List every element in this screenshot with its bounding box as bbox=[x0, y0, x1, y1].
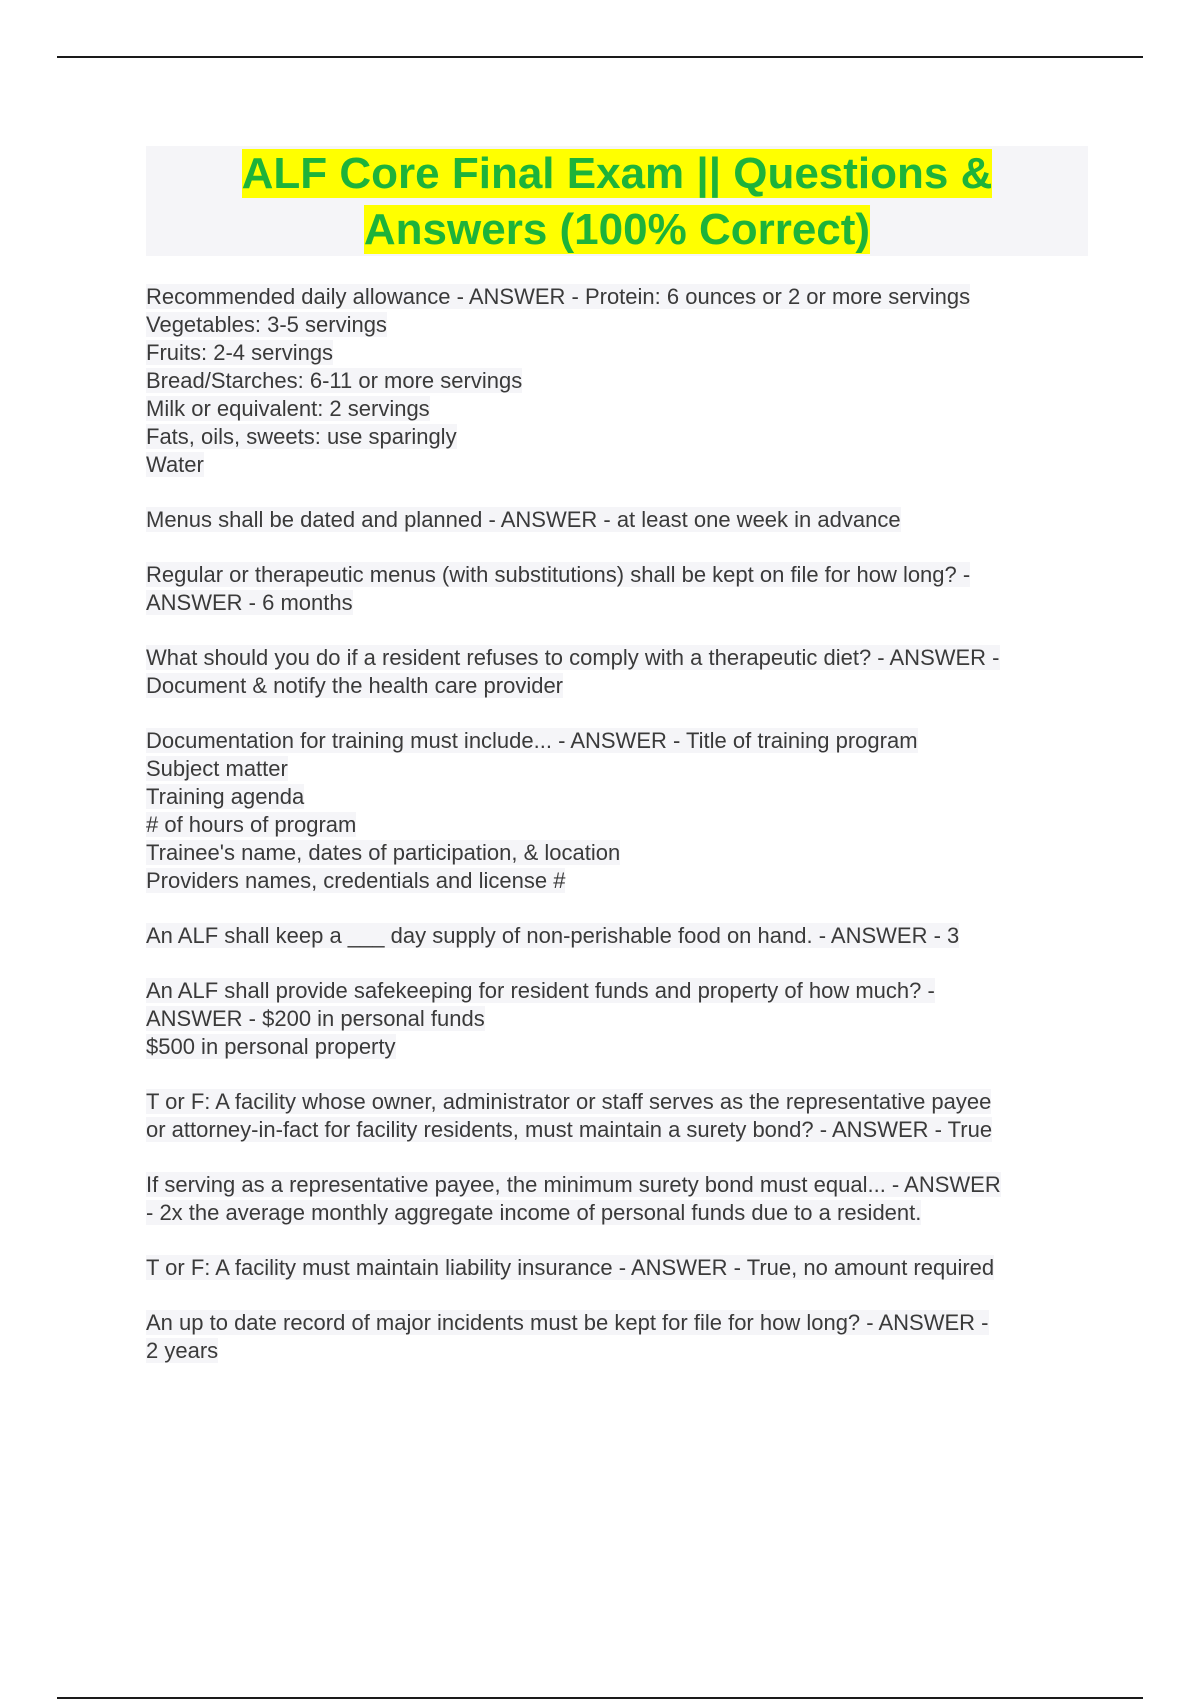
qa-item bbox=[146, 977, 1096, 1061]
qa-line-text: Fats, oils, sweets: use sparingly bbox=[146, 424, 457, 449]
qa-line bbox=[146, 1337, 1096, 1365]
qa-line bbox=[146, 644, 1096, 672]
qa-line bbox=[146, 561, 1096, 589]
qa-item bbox=[146, 922, 1096, 950]
qa-line bbox=[146, 867, 1096, 895]
qa-line bbox=[146, 1005, 1096, 1033]
qa-line-text: - 2x the average monthly aggregate income of personal funds due to a resident. bbox=[146, 1200, 922, 1225]
qa-line-text: Training agenda bbox=[146, 784, 305, 809]
qa-item bbox=[146, 1171, 1096, 1227]
qa-line-text: An ALF shall keep a ___ day supply of non-perishable food on hand. - ANSWER - 3 bbox=[146, 923, 960, 948]
qa-item bbox=[146, 283, 1096, 479]
qa-line bbox=[146, 339, 1096, 367]
qa-line bbox=[146, 755, 1096, 783]
qa-line bbox=[146, 1033, 1096, 1061]
qa-line-text: 2 years bbox=[146, 1338, 219, 1363]
qa-item bbox=[146, 561, 1096, 617]
qa-line-text: What should you do if a resident refuses to comply with a therapeutic diet? - ANSWER - bbox=[146, 645, 1000, 670]
qa-line bbox=[146, 839, 1096, 867]
qa-line-text: Documentation for training must include... - ANSWER - Title of training program bbox=[146, 728, 918, 753]
qa-line bbox=[146, 1309, 1096, 1337]
qa-item bbox=[146, 727, 1096, 895]
qa-line bbox=[146, 672, 1096, 700]
qa-line bbox=[146, 589, 1096, 617]
qa-line-text: Document & notify the health care provider bbox=[146, 673, 564, 698]
qa-line bbox=[146, 395, 1096, 423]
qa-line bbox=[146, 1116, 1096, 1144]
qa-line-text: # of hours of program bbox=[146, 812, 357, 837]
qa-item bbox=[146, 1088, 1096, 1144]
qa-line-text: ANSWER - 6 months bbox=[146, 590, 353, 615]
qa-line bbox=[146, 783, 1096, 811]
qa-line bbox=[146, 1171, 1096, 1199]
qa-line-text: Bread/Starches: 6-11 or more servings bbox=[146, 368, 523, 393]
qa-line-text: T or F: A facility must maintain liability insurance - ANSWER - True, no amount required bbox=[146, 1255, 995, 1280]
qa-line bbox=[146, 1199, 1096, 1227]
qa-line-text: ANSWER - $200 in personal funds bbox=[146, 1006, 485, 1031]
qa-line-text: Fruits: 2-4 servings bbox=[146, 340, 334, 365]
qa-line-text: $500 in personal property bbox=[146, 1034, 396, 1059]
qa-line-text: Providers names, credentials and license # bbox=[146, 868, 566, 893]
qa-line bbox=[146, 311, 1096, 339]
qa-item bbox=[146, 644, 1096, 700]
qa-line bbox=[146, 727, 1096, 755]
qa-line-text: Trainee's name, dates of participation, & location bbox=[146, 840, 621, 865]
footer-rule bbox=[57, 1697, 1143, 1699]
qa-line bbox=[146, 451, 1096, 479]
qa-line-text: An up to date record of major incidents must be kept for file for how long? - ANSWER - bbox=[146, 1310, 989, 1335]
qa-line-text: or attorney-in-fact for facility residents, must maintain a surety bond? - ANSWER - True bbox=[146, 1117, 993, 1142]
qa-line-text: Vegetables: 3-5 servings bbox=[146, 312, 387, 337]
qa-line bbox=[146, 423, 1096, 451]
header-rule bbox=[57, 56, 1143, 58]
qa-item bbox=[146, 1309, 1096, 1365]
qa-item bbox=[146, 506, 1096, 534]
title-line-1: ALF Core Final Exam || Questions & bbox=[241, 149, 993, 198]
document-title bbox=[146, 146, 1088, 256]
qa-line-text: If serving as a representative payee, the minimum surety bond must equal... - ANSWER bbox=[146, 1172, 1001, 1197]
qa-line-text: Milk or equivalent: 2 servings bbox=[146, 396, 430, 421]
qa-line-text: Subject matter bbox=[146, 756, 288, 781]
qa-line-text: Recommended daily allowance - ANSWER - Protein: 6 ounces or 2 or more servings bbox=[146, 284, 971, 309]
qa-line bbox=[146, 1088, 1096, 1116]
qa-line bbox=[146, 506, 1096, 534]
qa-item bbox=[146, 1254, 1096, 1282]
qa-line bbox=[146, 367, 1096, 395]
qa-line-text: T or F: A facility whose owner, administrator or staff serves as the representative payee bbox=[146, 1089, 992, 1114]
qa-list bbox=[146, 283, 1096, 1392]
qa-line-text: Regular or therapeutic menus (with substitutions) shall be kept on file for how long? - bbox=[146, 562, 971, 587]
title-line-2: Answers (100% Correct) bbox=[363, 205, 871, 254]
qa-line-text: Water bbox=[146, 452, 204, 477]
qa-line-text: An ALF shall provide safekeeping for resident funds and property of how much? - bbox=[146, 978, 935, 1003]
qa-line bbox=[146, 811, 1096, 839]
qa-line-text: Menus shall be dated and planned - ANSWER - at least one week in advance bbox=[146, 507, 901, 532]
qa-line bbox=[146, 977, 1096, 1005]
qa-line bbox=[146, 1254, 1096, 1282]
qa-line bbox=[146, 283, 1096, 311]
qa-line bbox=[146, 922, 1096, 950]
